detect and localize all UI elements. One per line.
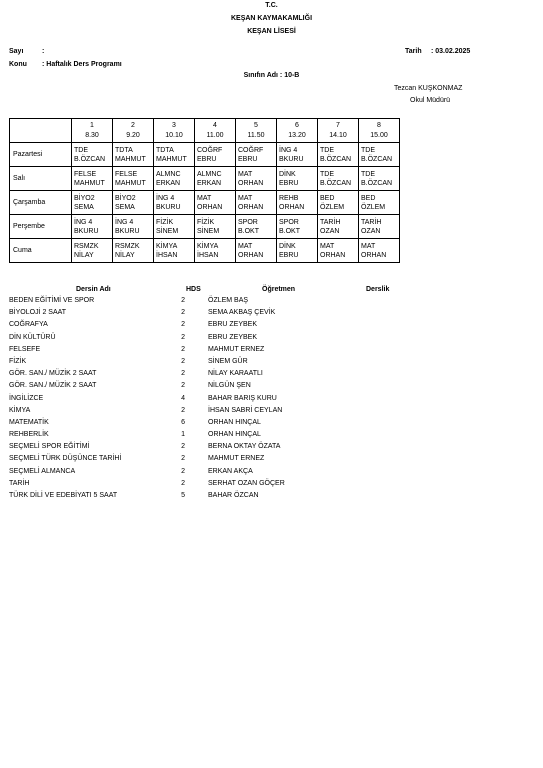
course-teacher: İHSAN SABRİ CEYLAN xyxy=(208,406,283,414)
lesson-teacher: EBRU xyxy=(197,155,217,163)
course-hds: 2 xyxy=(181,357,185,365)
lesson-code: İNG 4 xyxy=(156,194,175,202)
schedule-cell xyxy=(72,143,113,167)
schedule-cell xyxy=(72,191,113,215)
course-name: TARİH xyxy=(9,479,30,487)
lesson-code: MAT xyxy=(238,242,253,250)
period-number: 5 xyxy=(254,121,258,129)
lesson-code: TDE xyxy=(74,146,88,154)
course-hds: 5 xyxy=(181,492,185,499)
lesson-code: MAT xyxy=(320,242,335,250)
period-time: 14.10 xyxy=(329,131,347,139)
lesson-code: FİZİK xyxy=(156,218,174,226)
schedule-cell xyxy=(236,167,277,191)
course-teacher: ORHAN HINÇAL xyxy=(208,418,261,426)
lesson-teacher: MAHMUT xyxy=(115,179,146,187)
konu-value: : Haftalık Ders Programı xyxy=(42,61,122,68)
lesson-code: BED xyxy=(361,194,376,202)
schedule-cell xyxy=(113,143,154,167)
period-header xyxy=(277,119,318,143)
lesson-code: KİMYA xyxy=(197,242,219,250)
schedule-cell xyxy=(154,191,195,215)
lesson-code: İNG 4 xyxy=(279,146,298,154)
lesson-code: MAT xyxy=(197,194,212,202)
course-teacher: ERKAN AKÇA xyxy=(208,467,253,475)
schedule-cell xyxy=(277,143,318,167)
schedule-cell xyxy=(72,167,113,191)
hds-column-header: HDS xyxy=(186,286,201,293)
course-teacher: SEMA AKBAŞ ÇEVİK xyxy=(208,309,276,317)
lesson-teacher: ÖZLEM xyxy=(361,203,386,211)
course-teacher: SİNEM GÜR xyxy=(208,357,248,365)
lesson-teacher: MAHMUT xyxy=(115,155,146,163)
course-hds: 4 xyxy=(181,394,185,402)
schedule-cell xyxy=(359,215,400,239)
course-name: İNGİLİZCE xyxy=(9,394,44,402)
course-hds: 2 xyxy=(181,467,185,475)
lesson-code: BİYO2 xyxy=(115,194,136,202)
schedule-cell xyxy=(359,239,400,263)
lesson-code: TDE xyxy=(361,146,375,154)
period-header xyxy=(318,119,359,143)
schedule-cell xyxy=(154,143,195,167)
course-name: TÜRK DİLİ VE EDEBİYATI 5 SAAT xyxy=(9,492,118,499)
schedule-cell xyxy=(195,167,236,191)
course-name: GÖR. SAN./ MÜZİK 2 SAAT xyxy=(9,382,97,390)
course-hds: 2 xyxy=(181,479,185,487)
lesson-code: İNG 4 xyxy=(115,218,134,226)
course-hds: 6 xyxy=(181,418,185,426)
lesson-teacher: NİLAY xyxy=(74,251,94,259)
course-teacher: NİLAY KARAATLI xyxy=(208,370,263,378)
course-name: DİN KÜLTÜRÜ xyxy=(9,333,56,341)
schedule-cell xyxy=(277,239,318,263)
lesson-code: SPOR xyxy=(279,218,299,226)
lesson-teacher: OZAN xyxy=(361,227,381,235)
course-name: SEÇMELİ TÜRK DÜŞÜNCE TARİHİ xyxy=(9,455,122,463)
lesson-teacher: MAHMUT xyxy=(156,155,187,163)
schedule-cell xyxy=(113,191,154,215)
period-time: 11.50 xyxy=(247,131,265,139)
tarih-label: Tarih xyxy=(405,48,422,55)
day-label: Pazartesi xyxy=(10,143,72,167)
lesson-teacher: OZAN xyxy=(320,227,340,235)
course-teacher: BAHAR BARIŞ KURU xyxy=(208,394,277,402)
course-hds: 2 xyxy=(181,406,185,414)
lesson-teacher: ÖZLEM xyxy=(320,203,345,211)
lesson-code: TDTA xyxy=(156,146,174,154)
lesson-teacher: ORHAN xyxy=(238,203,264,211)
schedule-cell xyxy=(277,215,318,239)
lesson-teacher: SEMA xyxy=(115,203,135,211)
schedule-cell xyxy=(359,143,400,167)
lesson-code: KİMYA xyxy=(156,242,178,250)
header-tc: T.C. xyxy=(265,2,278,9)
period-header xyxy=(195,119,236,143)
lesson-teacher: B.OKT xyxy=(279,227,301,235)
period-time: 8.30 xyxy=(85,131,99,139)
course-hds: 2 xyxy=(181,443,185,451)
lesson-teacher: EBRU xyxy=(279,179,299,187)
period-number: 2 xyxy=(131,121,135,129)
lesson-teacher: ORHAN xyxy=(238,179,264,187)
course-name: SEÇMELİ SPOR EĞİTİMİ xyxy=(9,443,90,451)
lesson-code: MAT xyxy=(238,194,253,202)
sayi-label: Sayı xyxy=(9,48,24,55)
schedule-cell xyxy=(318,215,359,239)
course-hds: 2 xyxy=(181,345,185,353)
lesson-code: FELSE xyxy=(115,170,138,178)
period-number: 4 xyxy=(213,121,217,129)
schedule-cell xyxy=(154,167,195,191)
schedule-row xyxy=(10,239,400,263)
schedule-cell xyxy=(236,239,277,263)
lesson-teacher: ORHAN xyxy=(361,251,387,259)
lesson-code: İNG 4 xyxy=(74,218,93,226)
period-time: 11.00 xyxy=(206,131,224,139)
course-teacher: BERNA OKTAY ÖZATA xyxy=(208,443,281,451)
period-number: 6 xyxy=(295,121,299,129)
course-teacher: NİLGÜN ŞEN xyxy=(208,382,251,390)
lesson-code: TDE xyxy=(320,170,334,178)
course-hds: 1 xyxy=(181,431,185,439)
schedule-cell xyxy=(154,239,195,263)
schedule-row xyxy=(10,167,400,191)
lesson-code: TDE xyxy=(361,170,375,178)
schedule-cell xyxy=(195,239,236,263)
day-label: Salı xyxy=(10,167,72,191)
teacher-column-header: Öğretmen xyxy=(262,286,296,293)
lesson-teacher: BKURU xyxy=(115,227,140,235)
course-name: SEÇMELİ ALMANCA xyxy=(9,467,76,475)
header-school: KEŞAN LİSESİ xyxy=(247,28,296,35)
lesson-code: ALMNC xyxy=(156,170,181,178)
schedule-cell xyxy=(318,191,359,215)
tarih-value: : 03.02.2025 xyxy=(431,48,471,55)
lesson-teacher: ORHAN xyxy=(320,251,346,259)
lesson-teacher: EBRU xyxy=(238,155,258,163)
schedule-cell xyxy=(318,167,359,191)
period-header xyxy=(236,119,277,143)
schedule-row xyxy=(10,215,400,239)
lesson-teacher: BKURU xyxy=(156,203,181,211)
schedule-cell xyxy=(236,143,277,167)
schedule-cell xyxy=(359,191,400,215)
schedule-cell xyxy=(318,143,359,167)
course-teacher: ÖZLEM BAŞ xyxy=(208,297,249,304)
schedule-row xyxy=(10,191,400,215)
lesson-code: TDE xyxy=(320,146,334,154)
konu-label: Konu xyxy=(9,61,27,68)
lesson-teacher: B.ÖZCAN xyxy=(361,155,393,163)
course-teacher: EBRU ZEYBEK xyxy=(208,321,258,329)
period-header xyxy=(359,119,400,143)
lesson-code: DİNK xyxy=(279,170,296,178)
course-name: BİYOLOJİ 2 SAAT xyxy=(9,309,67,317)
course-hds: 2 xyxy=(181,309,185,317)
weekly-schedule-table xyxy=(9,118,400,263)
lesson-teacher: EBRU xyxy=(279,251,299,259)
lesson-code: TARİH xyxy=(320,218,341,226)
lesson-teacher: İHSAN xyxy=(197,251,219,259)
lesson-code: COĞRF xyxy=(238,146,264,154)
lesson-code: ALMNC xyxy=(197,170,222,178)
course-name: KİMYA xyxy=(9,406,31,414)
course-hds: 2 xyxy=(181,333,185,341)
corner-cell xyxy=(10,119,72,143)
period-number: 7 xyxy=(336,121,340,129)
schedule-cell xyxy=(72,239,113,263)
lesson-code: BED xyxy=(320,194,335,202)
lesson-code: FELSE xyxy=(74,170,97,178)
lesson-code: DİNK xyxy=(279,242,296,250)
period-header-row xyxy=(10,119,400,143)
lesson-teacher: B.ÖZCAN xyxy=(361,179,393,187)
course-name: FİZİK xyxy=(9,357,27,365)
lesson-code: SPOR xyxy=(238,218,258,226)
course-name: GÖR. SAN./ MÜZİK 2 SAAT xyxy=(9,370,97,378)
lesson-teacher: MAHMUT xyxy=(74,179,105,187)
lesson-teacher: ERKAN xyxy=(197,179,222,187)
schedule-cell xyxy=(72,215,113,239)
lesson-code: FİZİK xyxy=(197,218,215,226)
lesson-teacher: BKURU xyxy=(279,155,304,163)
lesson-teacher: NİLAY xyxy=(115,251,135,259)
lesson-teacher: SEMA xyxy=(74,203,94,211)
day-label: Perşembe xyxy=(10,215,72,239)
lesson-code: REHB xyxy=(279,194,299,202)
course-teacher: MAHMUT ERNEZ xyxy=(208,455,265,463)
lesson-teacher: SİNEM xyxy=(197,227,220,235)
lesson-code: TDTA xyxy=(115,146,133,154)
header-kaymakamlik: KEŞAN KAYMAKAMLIĞI xyxy=(230,15,313,22)
lesson-teacher: ERKAN xyxy=(156,179,181,187)
lesson-code: TARİH xyxy=(361,218,382,226)
course-teacher: ORHAN HINÇAL xyxy=(208,431,261,439)
lesson-teacher: BKURU xyxy=(74,227,99,235)
schedule-cell xyxy=(195,215,236,239)
lesson-teacher: ORHAN xyxy=(197,203,223,211)
schedule-cell xyxy=(318,239,359,263)
course-teacher: EBRU ZEYBEK xyxy=(208,333,258,341)
period-time: 15.00 xyxy=(370,131,388,139)
room-column-header: Derslik xyxy=(366,286,390,293)
period-header xyxy=(154,119,195,143)
period-time: 13.20 xyxy=(288,131,306,139)
course-name: BEDEN EĞİTİMİ VE SPOR xyxy=(9,297,95,304)
sayi-colon: : xyxy=(42,48,45,55)
schedule-cell xyxy=(195,191,236,215)
lesson-teacher: SİNEM xyxy=(156,227,179,235)
course-teacher: MAHMUT ERNEZ xyxy=(208,345,265,353)
lesson-teacher: ORHAN xyxy=(279,203,305,211)
lesson-teacher: ORHAN xyxy=(238,251,264,259)
course-hds: 2 xyxy=(181,455,185,463)
lesson-code: MAT xyxy=(361,242,376,250)
principal-title: Okul Müdürü xyxy=(410,97,451,104)
lesson-teacher: İHSAN xyxy=(156,251,178,259)
schedule-cell xyxy=(236,215,277,239)
period-time: 10.10 xyxy=(165,131,183,139)
lesson-teacher: B.ÖZCAN xyxy=(320,155,352,163)
period-number: 1 xyxy=(90,121,94,129)
schedule-row xyxy=(10,143,400,167)
lesson-code: COĞRF xyxy=(197,146,223,154)
lesson-code: MAT xyxy=(238,170,253,178)
schedule-cell xyxy=(236,191,277,215)
schedule-cell xyxy=(277,167,318,191)
period-header xyxy=(113,119,154,143)
schedule-cell xyxy=(113,239,154,263)
period-number: 3 xyxy=(172,121,176,129)
course-teacher: BAHAR ÖZCAN xyxy=(208,492,259,499)
schedule-cell xyxy=(195,143,236,167)
course-column-header: Dersin Adı xyxy=(76,286,111,293)
course-name: COĞRAFYA xyxy=(9,321,48,329)
lesson-code: RSMZK xyxy=(115,242,140,250)
lesson-teacher: B.ÖZCAN xyxy=(74,155,106,163)
course-hds: 2 xyxy=(181,382,185,390)
schedule-cell xyxy=(277,191,318,215)
lesson-code: RSMZK xyxy=(74,242,99,250)
lesson-teacher: B.ÖZCAN xyxy=(320,179,352,187)
period-header xyxy=(72,119,113,143)
schedule-cell xyxy=(113,215,154,239)
principal-name: Tezcan KUŞKONMAZ xyxy=(394,85,463,92)
course-name: MATEMATİK xyxy=(9,418,49,426)
lesson-code: BİYO2 xyxy=(74,194,95,202)
schedule-cell xyxy=(154,215,195,239)
day-label: Cuma xyxy=(10,239,72,263)
class-name: Sınıfın Adı : 10-B xyxy=(243,72,300,79)
course-name: FELSEFE xyxy=(9,345,41,353)
day-label: Çarşamba xyxy=(10,191,72,215)
course-teacher: SERHAT OZAN GÖÇER xyxy=(208,479,285,487)
lesson-teacher: B.OKT xyxy=(238,227,260,235)
period-number: 8 xyxy=(377,121,381,129)
schedule-cell xyxy=(359,167,400,191)
period-time: 9.20 xyxy=(126,131,140,139)
course-hds: 2 xyxy=(181,321,185,329)
course-hds: 2 xyxy=(181,370,185,378)
course-hds: 2 xyxy=(181,297,185,304)
schedule-cell xyxy=(113,167,154,191)
course-name: REHBERLİK xyxy=(9,431,49,439)
